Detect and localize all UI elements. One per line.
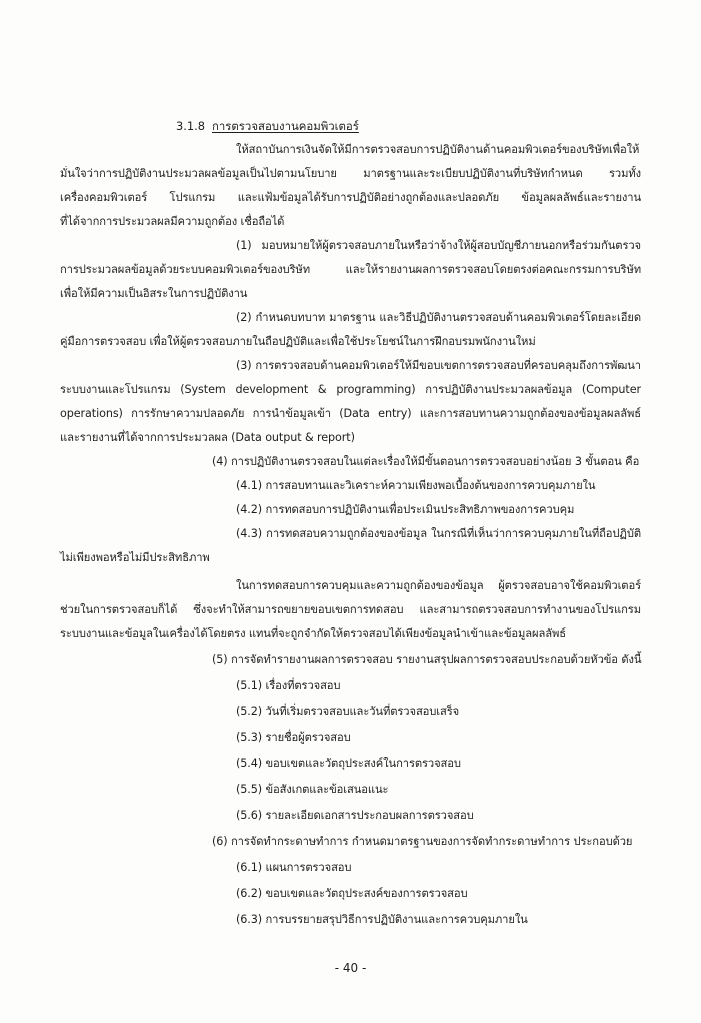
paragraph-line: ในการทดสอบการควบคุมและความถูกต้องของข้อมูล ผู้ตรวจสอบอาจใช้คอมพิวเตอร์ [236,579,641,592]
sub-list-item: (4.1) การสอบทานและวิเคราะห์ความเพียงพอเบื้องต้นของการควบคุมภายใน [236,479,596,492]
sub-list-item: (5.2) วันที่เริ่มตรวจสอบและวันที่ตรวจสอบเสร็จ [236,705,460,718]
page-number: - 40 - [334,961,367,975]
paragraph-line: การประมวลผลข้อมูลด้วยระบบคอมพิวเตอร์ของบริษัท และให้รายงานผลการตรวจสอบโดยตรงต่อคณะกรรมการบริษัท [60,263,641,276]
sub-list-item: (5.3) รายชื่อผู้ตรวจสอบ [236,731,351,744]
sub-list-item: (5.5) ข้อสังเกตและข้อเสนอแนะ [236,783,389,796]
sub-list-item: (6.3) การบรรยายสรุปวิธีการปฏิบัติงานและการควบคุมภายใน [236,913,528,926]
list-item: (2) กำหนดบทบาท มาตรฐาน และวิธีปฏิบัติงานตรวจสอบด้านคอมพิวเตอร์โดยละเอียด [236,311,641,324]
list-item: (5) การจัดทำรายงานผลการตรวจสอบ รายงานสรุปผลการตรวจสอบประกอบด้วยหัวข้อ ดังนี้ [212,653,642,666]
paragraph-line: มั่นใจว่าการปฏิบัติงานประมวลผลข้อมูลเป็นไปตามนโยบาย มาตรฐานและระเบียบปฏิบัติงานที่บริษัทกำหนด รวมทั้ง [60,167,641,180]
sub-list-item: (6.2) ขอบเขตและวัตถุประสงค์ของการตรวจสอบ [236,887,468,900]
sub-list-item: (6.1) แผนการตรวจสอบ [236,861,352,874]
paragraph-line: ให้สถาบันการเงินจัดให้มีการตรวจสอบการปฏิบัติงานด้านคอมพิวเตอร์ของบริษัทเพื่อให้ [236,143,640,156]
paragraph-line: เครื่องคอมพิวเตอร์ โปรแกรม และแฟ้มข้อมูลได้รับการปฏิบัติอย่างถูกต้องและปลอดภัย ข้อมูลผลลัพธ์และรายงาน [60,191,641,204]
list-item: (4) การปฏิบัติงานตรวจสอบในแต่ละเรื่องให้มีขั้นตอนการตรวจสอบอย่างน้อย 3 ขั้นตอน คือ [212,455,640,468]
sub-list-item: (4.2) การทดสอบการปฏิบัติงานเพื่อประเมินประสิทธิภาพของการควบคุม [236,503,575,516]
list-item: (6) การจัดทำกระดาษทำการ กำหนดมาตรฐานของการจัดทำกระดาษทำการ ประกอบด้วย [212,835,633,848]
list-item: (1) มอบหมายให้ผู้ตรวจสอบภายในหรือว่าจ้างให้ผู้สอบบัญชีภายนอกหรือร่วมกันตรวจ [236,239,641,252]
paragraph-line: เพื่อให้มีความเป็นอิสระในการปฏิบัติงาน [60,287,248,300]
paragraph-line: operations) การรักษาความปลอดภัย การนำข้อมูลเข้า (Data entry) และการสอบทานความถูกต้องของข้อมูลผลลัพธ์ [60,407,641,420]
paragraph-line: และรายงานที่ได้จากการประมวลผล (Data output & report) [60,431,355,444]
paragraph-line: คู่มือการตรวจสอบ เพื่อให้ผู้ตรวจสอบภายในถือปฏิบัติและเพื่อใช้ประโยชน์ในการฝึกอบรมพนักงานใหม่ [60,335,536,348]
sub-list-item: (5.6) รายละเอียดเอกสารประกอบผลการตรวจสอบ [236,809,474,822]
paragraph-line: ระบบงานและโปรแกรม (System development & programming) การปฏิบัติงานประมวลผลข้อมูล (Computer [60,383,641,396]
paragraph-line: ระบบงานและข้อมูลในเครื่องได้โดยตรง แทนที่จะถูกจำกัดให้ตรวจสอบได้เพียงข้อมูลนำเข้าและข้อมูลผลลัพธ์ [60,627,567,640]
paragraph-line: ไม่เพียงพอหรือไม่มีประสิทธิภาพ [60,551,210,564]
sub-list-item: (5.4) ขอบเขตและวัตถุประสงค์ในการตรวจสอบ [236,757,461,770]
paragraph-line: ช่วยในการตรวจสอบก็ได้ ซึ่งจะทำให้สามารถขยายขอบเขตการทดสอบ และสามารถตรวจสอบการทำงานของโปรแกรม [60,603,641,616]
sub-list-item: (4.3) การทดสอบความถูกต้องของข้อมูล ในกรณีที่เห็นว่าการควบคุมภายในที่ถือปฏิบัติ [236,527,641,540]
section-number: 3.1.8 [176,119,205,133]
sub-list-item: (5.1) เรื่องที่ตรวจสอบ [236,679,341,692]
paragraph-line: ที่ได้จากการประมวลผลมีความถูกต้อง เชื่อถือได้ [60,215,285,228]
section-title: การตรวจสอบงานคอมพิวเตอร์ [212,119,359,133]
list-item: (3) การตรวจสอบด้านคอมพิวเตอร์ให้มีขอบเขตการตรวจสอบที่ครอบคลุมถึงการพัฒนา [236,359,641,372]
